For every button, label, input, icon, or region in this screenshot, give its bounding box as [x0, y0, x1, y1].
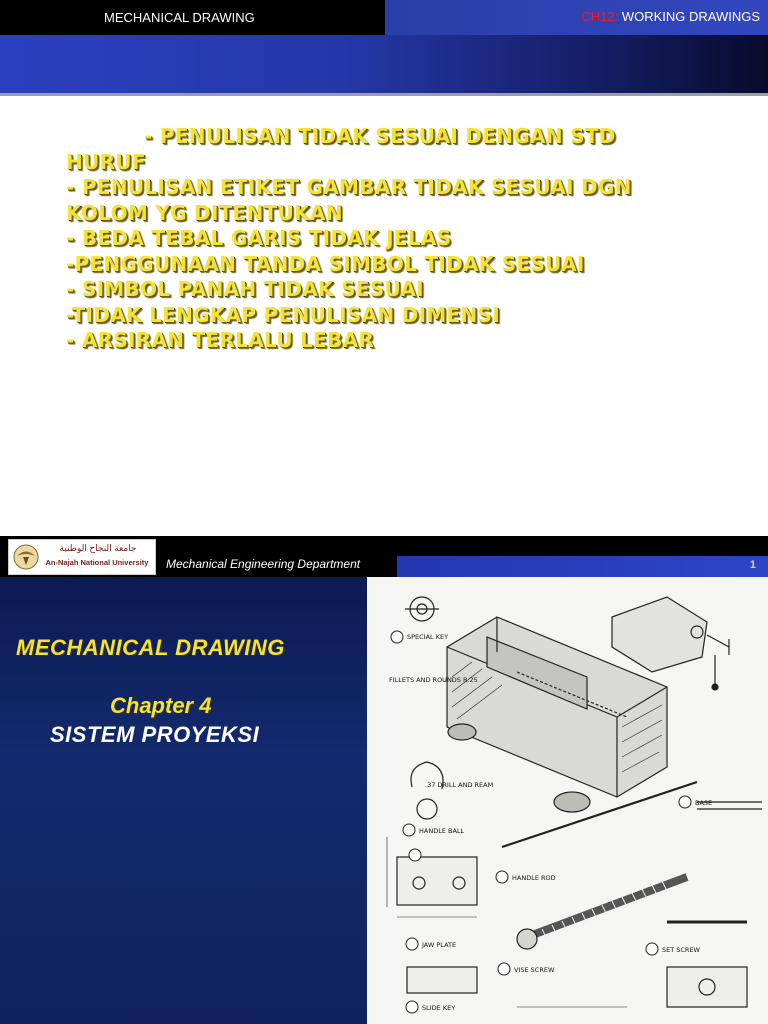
bullet-line: - BEDA TEBAL GARIS TIDAK JELAS [66, 226, 452, 250]
slide-2-subtitle: SISTEM PROYEKSI [50, 722, 260, 747]
bullet-line: - PENULISAN ETIKET GAMBAR TIDAK SESUAI DGN [66, 175, 632, 199]
handle-rod-label: HANDLE ROD [512, 874, 556, 882]
vise-screw-label: VISE SCREW [514, 966, 555, 974]
bullet-line: KOLOM YG DITENTUKAN [66, 200, 343, 225]
eagle-emblem-icon [13, 543, 39, 571]
bullet-line: - PENULISAN TIDAK SESUAI DENGAN STD [144, 124, 616, 148]
slide-2-title: MECHANICAL DRAWING [16, 635, 285, 660]
footer-blue-strip [397, 556, 768, 577]
bullet-list [66, 124, 706, 354]
slide-2 [0, 577, 768, 1024]
header-chapter-code: CH12: [581, 9, 619, 24]
vise-technical-drawing [367, 577, 768, 1024]
header-course-title: MECHANICAL DRAWING [104, 10, 255, 25]
header-left-title [0, 0, 385, 35]
bullet-line: -PENGGUNAAN TANDA SIMBOL TIDAK SESUAI [66, 251, 585, 276]
bullet-line: HURUF [66, 149, 146, 174]
drawing-canvas [367, 577, 768, 1024]
university-logo [8, 539, 156, 575]
bullet-line: - ARSIRAN TERLALU LEBAR [66, 328, 375, 352]
title-banner [0, 35, 768, 96]
set-screw-label: SET SCREW [662, 946, 700, 954]
page-number: 1 [749, 559, 756, 571]
bullet-line: - SIMBOL PANAH TIDAK SESUAI [66, 277, 424, 301]
logo-arabic-text: جامعة النجاح الوطنية [59, 543, 137, 553]
header-right-title [385, 0, 768, 35]
base-label: BASE [695, 799, 713, 807]
fillets-note: FILLETS AND ROUNDS R.25 [389, 676, 478, 684]
drill-note: .37 DRILL AND REAM [425, 781, 494, 789]
slide-2-chapter: Chapter 4 [110, 693, 212, 718]
slide-key-label: SLIDE KEY [422, 1004, 456, 1012]
jaw-plate-label: JAW PLATE [422, 941, 457, 949]
bullet-line: -TIDAK LENGKAP PENULISAN DIMENSI [66, 302, 501, 327]
handle-ball-label: HANDLE BALL [419, 827, 465, 835]
special-key-label: SPECIAL KEY [407, 633, 449, 641]
logo-english-text: An-Najah National University [45, 558, 149, 567]
header-chapter-title: WORKING DRAWINGS [618, 9, 760, 24]
department-label: Mechanical Engineering Department [161, 553, 397, 575]
